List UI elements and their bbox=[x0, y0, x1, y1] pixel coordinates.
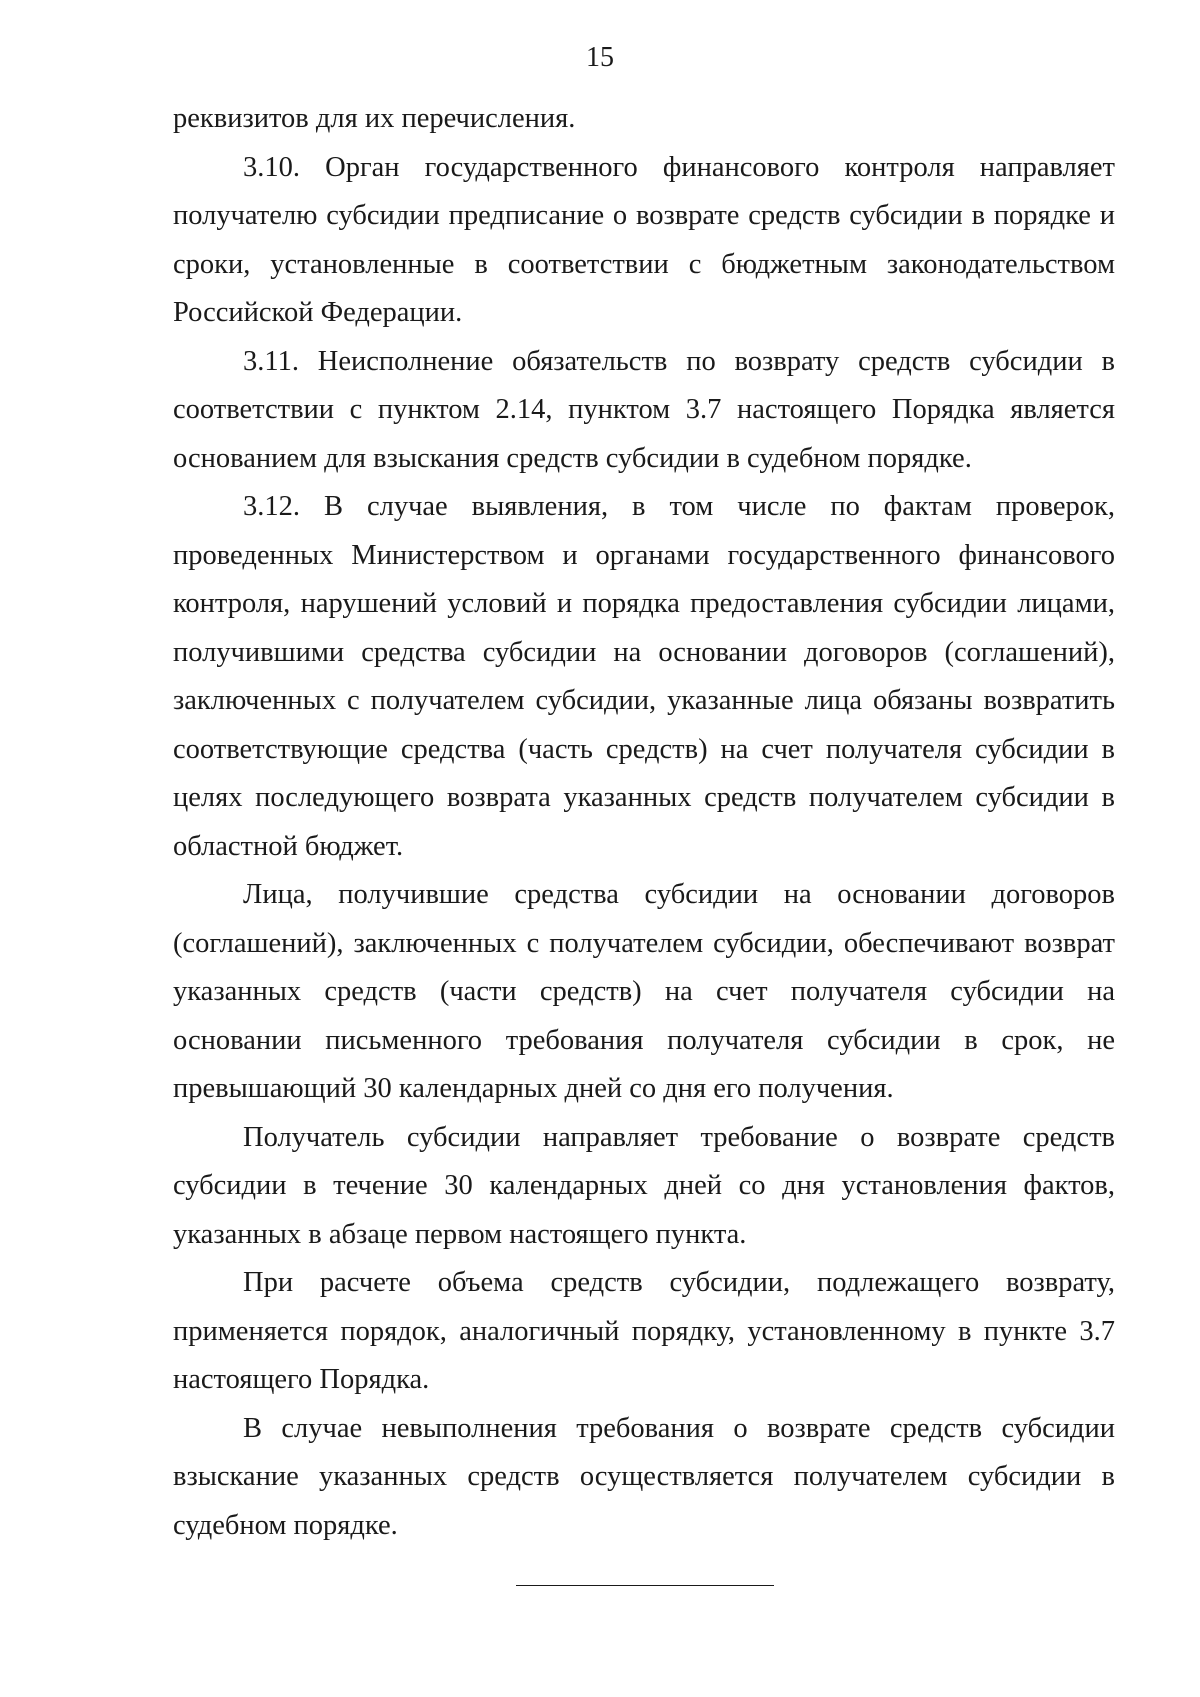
paragraph-3-12: 3.12. В случае выявления, в том числе по фактам проверок, проведенных Министерством и органами государственного финансового контроля, нарушений условий и порядка предоставления субсидии лицами, получившими средства субсидии на основании договоров (соглашений), заключенных с получателем субсидии, указанные лица обязаны возвратить соответствующие средства (часть средств) на счет получателя субсидии в целях последующего возврата указанных средств получателем субсидии в областной бюджет. bbox=[173, 491, 1115, 862]
paragraph-3-11: 3.11. Неисполнение обязательств по возврату средств субсидии в соответствии с пунктом 2.14, пунктом 3.7 настоящего Порядка является основанием для взыскания средств субсидии в судебном порядке. bbox=[173, 345, 1115, 474]
paragraph-3-10: 3.10. Орган государственного финансового контроля направляет получателю субсидии предписание о возврате средств субсидии в порядке и сроки, установленные в соответствии с бюджетным законодательством Российской Федерации. bbox=[173, 151, 1115, 328]
end-of-text-rule bbox=[516, 1585, 774, 1586]
paragraph-3-12-calculation: При расчете объема средств субсидии, подлежащего возврату, применяется порядок, аналогичный порядку, установленному в пункте 3.7 настоящего Порядка. bbox=[173, 1267, 1115, 1395]
page-number: 15 bbox=[586, 42, 614, 73]
paragraph-3-12-recipient-request: Получатель субсидии направляет требование о возврате средств субсидии в течение 30 календарных дней со дня установления фактов, указанных в абзаце первом настоящего пункта. bbox=[173, 1121, 1115, 1250]
paragraph-3-12-persons: Лица, получившие средства субсидии на основании договоров (соглашений), заключенных с получателем субсидии, обеспечивают возврат указанных средств (части средств) на счет получателя субсидии на основании письменного требования получателя субсидии в срок, не превышающий 30 календарных дней со дня его получения. bbox=[173, 879, 1115, 1104]
paragraph-continuation: реквизитов для их перечисления. bbox=[173, 103, 576, 134]
document-body bbox=[173, 95, 1115, 1550]
paragraph-3-12-court: В случае невыполнения требования о возврате средств субсидии взыскание указанных средств осуществляется получателем субсидии в судебном порядке. bbox=[173, 1412, 1115, 1541]
